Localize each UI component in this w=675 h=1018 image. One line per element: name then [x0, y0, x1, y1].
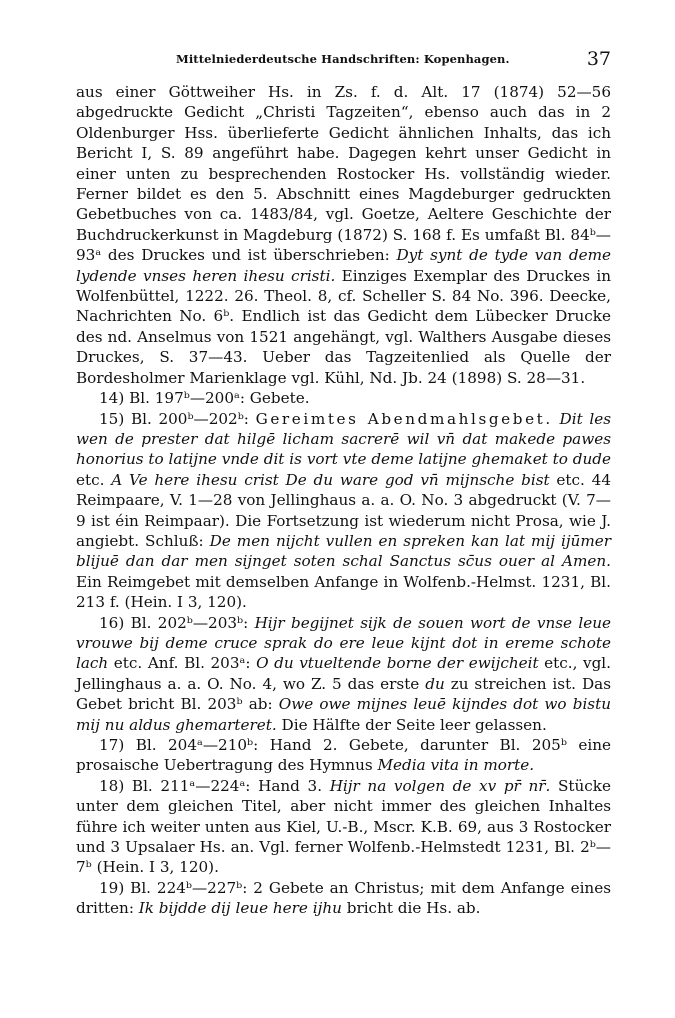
text-run: 18) Bl. 211ᵃ—224ᵃ: Hand 3. — [99, 776, 330, 795]
paragraph-item-19 — [76, 878, 611, 919]
italic-quotation: Dit les wen de prester dat hilgē licham sacrerē wil vn̄ dat makede pawes honorius to latijne vnde dit is vort vte deme latijne ghemaket to dude — [76, 409, 611, 469]
paragraph-item-18 — [76, 776, 611, 878]
text-run: zu streichen ist. Das Gebet bricht Bl. 203ᵇ ab: — [76, 674, 611, 714]
text-run: 17) Bl. 204ᵃ—210ᵇ: Hand 2. Gebete, darunter Bl. 205ᵇ eine prosaische Uebertragung des Hymnus — [76, 736, 611, 775]
text-run: 15) Bl. 200ᵇ—202ᵇ: — [99, 409, 256, 428]
italic-quotation: du — [425, 674, 445, 693]
italic-quotation: Dyt synt de tyde van deme lydende vnses heren ihesu cristi. — [76, 246, 611, 285]
italic-quotation: Ik bijdde dij leue here ijhu — [138, 899, 342, 918]
text-run: 19) Bl. 224ᵇ—227ᵇ: 2 Gebete an Christus; mit dem Anfange eines dritten: — [76, 878, 611, 918]
page-header — [76, 50, 611, 70]
body-text — [76, 82, 611, 919]
text-run: etc. Anf. Bl. 203ᵃ: — [108, 654, 257, 673]
text-run: Ein Reimgebet mit demselben Anfange in Wolfenb.-Helmst. 1231, Bl. 213 f. (Hein. I 3, 120). — [76, 572, 611, 612]
page-number: 37 — [586, 48, 611, 70]
paragraph-item-14 — [76, 388, 611, 408]
text-run: 14) Bl. 197ᵇ—200ᵃ: Gebete. — [99, 389, 310, 408]
italic-quotation: O du vtueltende borne der ewijcheit — [256, 654, 539, 673]
text-run: aus einer Göttweiher Hs. in Zs. f. d. Alt. 17 (1874) 52—56 abgedruckte Gedicht „Christi Tagzeiten“, ebenso auch das in 2 Oldenburger Hss. überlieferte Gedicht ähnlichen Inhalts, das ich Bericht I, S. 89 angeführt habe. Dagegen kehrt unser Gedicht in einer unten zu besprechenden Rostocker Hs. vollständig wieder. Ferner bildet es den 5. Abschnitt eines Magdeburger gedruckten Gebetbuches von ca. 1483/84, vgl. Goetze, Aeltere Geschichte der Buchdruckerkunst in Magdeburg (1872) S. 168 f. Es umfaßt Bl. 84ᵇ—93ᵃ des Druckes und ist überschrieben: — [76, 83, 611, 265]
text-run: etc. 44 Reimpaare, V. 1—28 von Jellinghaus a. a. O. No. 3 abgedruckt (V. 7—9 ist éin Reimpaar). Die Fortsetzung ist wiederum nicht Prosa, wie J. angiebt. Schluß: — [76, 470, 611, 550]
text-run: Die Hälfte der Seite leer gelassen. — [276, 715, 547, 734]
paragraph-item-15 — [76, 409, 611, 613]
paragraph-item-17 — [76, 735, 611, 776]
text-run — [553, 410, 560, 428]
text-run: Stücke unter dem gleichen Titel, aber nicht immer des gleichen Inhaltes führe ich weiter unten aus Kiel, U.-B., Mscr. K.B. 69, aus 3 Rostocker und 3 Upsalaer Hs. an. Vgl. ferner Wolfenb.-Helmstedt 1231, Bl. 2ᵇ—7ᵇ (Hein. I 3, 120). — [76, 776, 611, 877]
running-head: Mittelniederdeutsche Handschriften: Kopenhagen. — [176, 52, 510, 66]
italic-quotation: Hijr na volgen de xv pr̄ nr̄. — [329, 776, 551, 795]
italic-quotation: Owe owe mijnes leuē kijndes dot wo bistu mij nu aldus ghemarteret. — [76, 695, 611, 734]
text-run: Einziges Exemplar des Druckes in Wolfenbüttel, 1222. 26. Theol. 8, cf. Scheller S. 84 No. 396. Deecke, Nachrichten No. 6ᵇ. Endlich ist das Gedicht dem Lübecker Drucke des nd. Anselmus von 1521 angehängt, vgl. Walthers Ausgabe dieses Druckes, S. 37—43. Ueber das Tagzeitenlied als Quelle der Bordesholmer Marienklage vgl. Kühl, Nd. Jb. 24 (1898) S. 28—31. — [76, 266, 612, 387]
text-run: 16) Bl. 202ᵇ—203ᵇ: — [99, 613, 255, 632]
paragraph-item-16 — [76, 613, 611, 735]
italic-quotation: Hijr begijnet sijk de souen wort de vnse leue vrouwe bij deme cruce sprak do ere leue kijnt dot in ereme schote lach — [76, 613, 611, 673]
paragraph-continuation — [76, 82, 611, 388]
text-run: bricht die Hs. ab. — [341, 899, 481, 918]
italic-quotation: A Ve here ihesu crist De du ware god vn̄ mijnsche bist — [111, 470, 550, 489]
spaced-heading: Gereimtes Abendmahlsgebet. — [255, 409, 553, 428]
italic-quotation: De men nijcht vullen en spreken kan lat mij ijūmer blijuē dan dar men sijnget soten schal Sanctus sc̄us ouer al Amen. — [76, 531, 611, 571]
italic-quotation: Media vita in morte. — [377, 756, 535, 775]
text-run: etc. — [76, 470, 112, 489]
text-run: etc., vgl. Jellinghaus a. a. O. No. 4, wo Z. 5 das erste — [76, 654, 611, 693]
